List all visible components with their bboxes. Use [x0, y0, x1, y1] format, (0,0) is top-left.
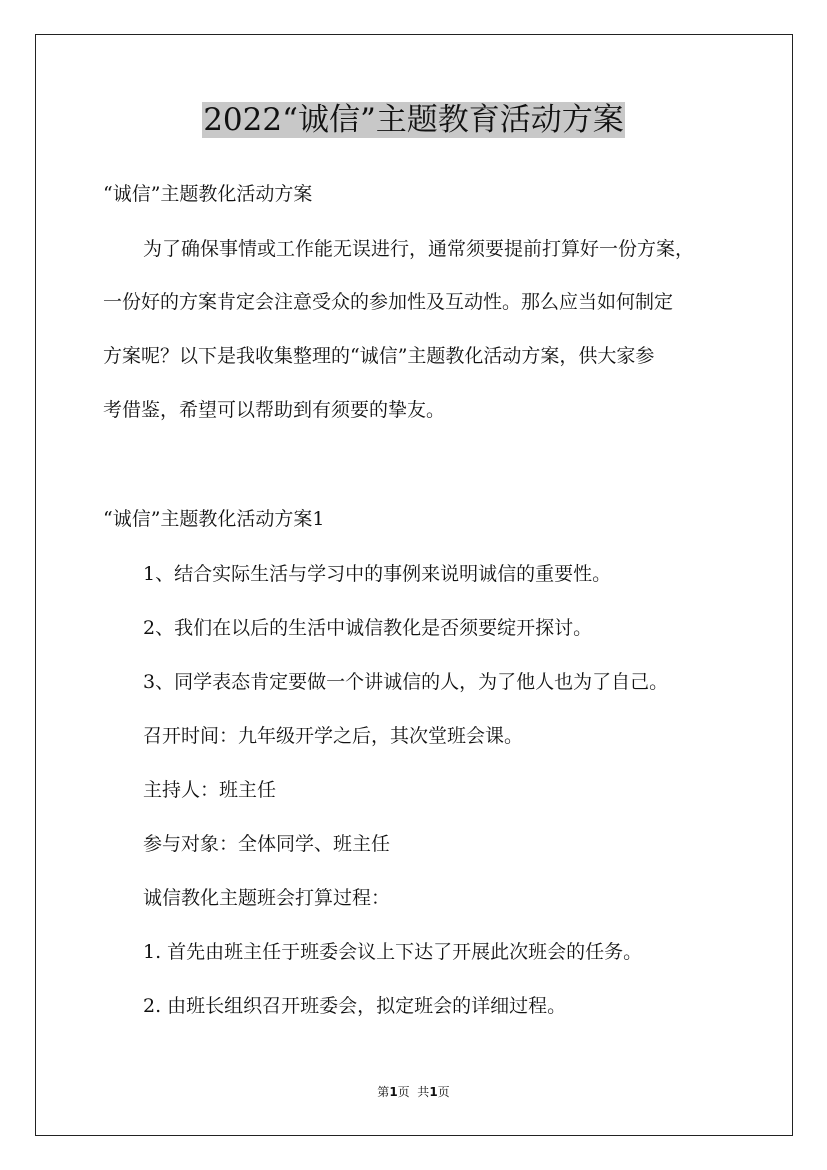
footer-page-mid: 页 共 — [397, 1085, 430, 1099]
paragraph-line: 主持人：班主任 — [143, 779, 277, 801]
document-title-text: 2022“诚信”主题教育活动方案 — [203, 102, 624, 138]
paragraph-line: 3、同学表态肯定要做一个讲诚信的人，为了他人也为了自己。 — [143, 671, 669, 693]
paragraph-line: 召开时间：九年级开学之后，其次堂班会课。 — [143, 725, 524, 747]
footer-page-suffix: 页 — [437, 1085, 450, 1099]
paragraph-line: 1、结合实际生活与学习中的事例来说明诚信的重要性。 — [143, 563, 612, 585]
paragraph-line: 参与对象：全体同学、班主任 — [143, 833, 391, 855]
document-title — [0, 98, 827, 142]
intro-paragraph-line: 一份好的方案肯定会注意受众的参加性及互动性。那么应当如何制定 — [103, 291, 674, 313]
document-subtitle: “诚信”主题教化活动方案 — [103, 183, 313, 205]
footer-page-total: 1 — [429, 1085, 438, 1099]
paragraph-line: 诚信教化主题班会打算过程： — [143, 887, 391, 909]
intro-paragraph-line: 为了确保事情或工作能无误进行，通常须要提前打算好一份方案， — [143, 238, 695, 260]
footer-page-number: 1 — [389, 1085, 398, 1099]
section-heading: “诚信”主题教化活动方案1 — [103, 508, 325, 530]
footer-page-prefix: 第 — [377, 1085, 390, 1099]
paragraph-line: 1. 首先由班主任于班委会议上下达了开展此次班会的任务。 — [143, 941, 643, 963]
intro-paragraph-line: 考借鉴，希望可以帮助到有须要的挚友。 — [103, 399, 446, 421]
paragraph-line: 2. 由班长组织召开班委会，拟定班会的详细过程。 — [143, 995, 567, 1017]
page-footer — [0, 1083, 827, 1100]
paragraph-line: 2、我们在以后的生活中诚信教化是否须要绽开探讨。 — [143, 617, 593, 639]
intro-paragraph-line: 方案呢？以下是我收集整理的“诚信”主题教化活动方案，供大家参 — [103, 345, 655, 367]
